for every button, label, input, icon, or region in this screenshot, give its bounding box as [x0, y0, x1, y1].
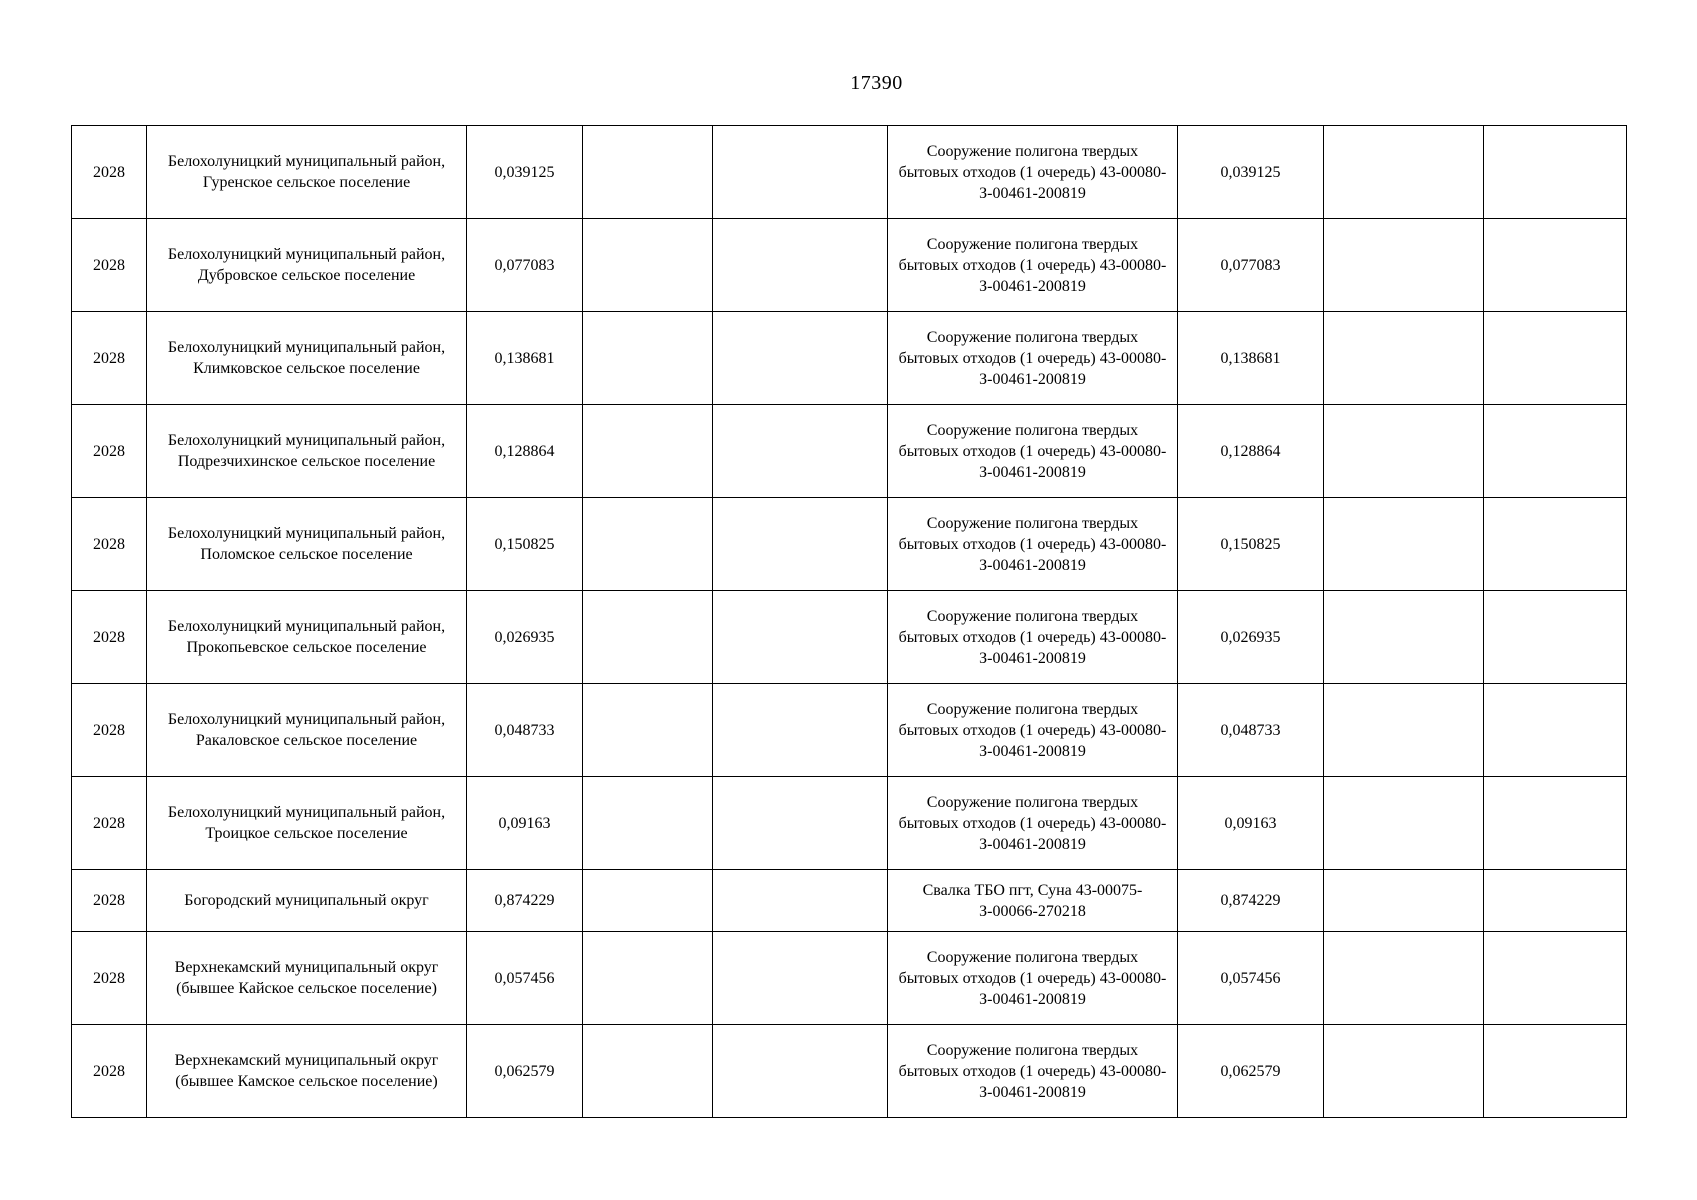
year-cell: 2028	[72, 126, 147, 219]
table-body	[72, 126, 1627, 1118]
empty-cell	[583, 777, 713, 870]
object-amount-cell: 0,062579	[1178, 1025, 1324, 1118]
empty-cell	[1324, 312, 1484, 405]
year-cell: 2028	[72, 219, 147, 312]
amount-cell: 0,077083	[467, 219, 583, 312]
empty-cell	[713, 591, 888, 684]
municipality-cell: Верхнекамский муниципальный округ (бывшее Камское сельское поселение)	[147, 1025, 467, 1118]
table-row	[72, 1025, 1627, 1118]
table-row	[72, 219, 1627, 312]
object-cell: Сооружение полигона твердых бытовых отходов (1 очередь) 43-00080-З-00461-200819	[888, 777, 1178, 870]
empty-cell	[583, 498, 713, 591]
empty-cell	[713, 932, 888, 1025]
empty-cell	[583, 1025, 713, 1118]
empty-cell	[583, 126, 713, 219]
municipality-cell: Белохолуницкий муниципальный район, Подрезчихинское сельское поселение	[147, 405, 467, 498]
empty-cell	[1484, 126, 1627, 219]
amount-cell: 0,026935	[467, 591, 583, 684]
object-amount-cell: 0,128864	[1178, 405, 1324, 498]
amount-cell: 0,874229	[467, 870, 583, 932]
empty-cell	[1324, 126, 1484, 219]
table-row	[72, 498, 1627, 591]
empty-cell	[713, 870, 888, 932]
object-cell: Сооружение полигона твердых бытовых отходов (1 очередь) 43-00080-З-00461-200819	[888, 1025, 1178, 1118]
object-cell: Сооружение полигона твердых бытовых отходов (1 очередь) 43-00080-З-00461-200819	[888, 591, 1178, 684]
object-cell: Сооружение полигона твердых бытовых отходов (1 очередь) 43-00080-З-00461-200819	[888, 684, 1178, 777]
empty-cell	[713, 312, 888, 405]
object-cell: Сооружение полигона твердых бытовых отходов (1 очередь) 43-00080-З-00461-200819	[888, 405, 1178, 498]
table-row	[72, 591, 1627, 684]
table-row	[72, 870, 1627, 932]
empty-cell	[1324, 1025, 1484, 1118]
empty-cell	[583, 684, 713, 777]
municipality-cell: Белохолуницкий муниципальный район, Гуренское сельское поселение	[147, 126, 467, 219]
municipality-cell: Верхнекамский муниципальный округ (бывшее Кайское сельское поселение)	[147, 932, 467, 1025]
amount-cell: 0,128864	[467, 405, 583, 498]
table-row	[72, 126, 1627, 219]
object-cell: Сооружение полигона твердых бытовых отходов (1 очередь) 43-00080-З-00461-200819	[888, 498, 1178, 591]
empty-cell	[713, 1025, 888, 1118]
object-amount-cell: 0,874229	[1178, 870, 1324, 932]
object-amount-cell: 0,048733	[1178, 684, 1324, 777]
empty-cell	[1324, 870, 1484, 932]
empty-cell	[1324, 219, 1484, 312]
municipality-cell: Богородский муниципальный округ	[147, 870, 467, 932]
table-row	[72, 405, 1627, 498]
object-cell: Сооружение полигона твердых бытовых отходов (1 очередь) 43-00080-З-00461-200819	[888, 932, 1178, 1025]
empty-cell	[583, 219, 713, 312]
year-cell: 2028	[72, 498, 147, 591]
amount-cell: 0,150825	[467, 498, 583, 591]
object-amount-cell: 0,077083	[1178, 219, 1324, 312]
empty-cell	[713, 405, 888, 498]
object-amount-cell: 0,150825	[1178, 498, 1324, 591]
empty-cell	[1324, 498, 1484, 591]
empty-cell	[1324, 684, 1484, 777]
object-amount-cell: 0,026935	[1178, 591, 1324, 684]
empty-cell	[1484, 312, 1627, 405]
table-row	[72, 684, 1627, 777]
empty-cell	[713, 126, 888, 219]
year-cell: 2028	[72, 591, 147, 684]
table-row	[72, 312, 1627, 405]
empty-cell	[1484, 777, 1627, 870]
municipality-cell: Белохолуницкий муниципальный район, Климковское сельское поселение	[147, 312, 467, 405]
empty-cell	[1484, 684, 1627, 777]
year-cell: 2028	[72, 312, 147, 405]
municipality-cell: Белохолуницкий муниципальный район, Поломское сельское поселение	[147, 498, 467, 591]
municipality-cell: Белохолуницкий муниципальный район, Ракаловское сельское поселение	[147, 684, 467, 777]
object-cell: Свалка ТБО пгт, Суна 43-00075-З-00066-270218	[888, 870, 1178, 932]
empty-cell	[583, 405, 713, 498]
object-amount-cell: 0,039125	[1178, 126, 1324, 219]
year-cell: 2028	[72, 1025, 147, 1118]
object-cell: Сооружение полигона твердых бытовых отходов (1 очередь) 43-00080-З-00461-200819	[888, 219, 1178, 312]
empty-cell	[583, 870, 713, 932]
empty-cell	[713, 777, 888, 870]
year-cell: 2028	[72, 932, 147, 1025]
empty-cell	[1484, 405, 1627, 498]
amount-cell: 0,138681	[467, 312, 583, 405]
object-cell: Сооружение полигона твердых бытовых отходов (1 очередь) 43-00080-З-00461-200819	[888, 312, 1178, 405]
municipality-cell: Белохолуницкий муниципальный район, Прокопьевское сельское поселение	[147, 591, 467, 684]
empty-cell	[1324, 405, 1484, 498]
amount-cell: 0,048733	[467, 684, 583, 777]
empty-cell	[1484, 219, 1627, 312]
year-cell: 2028	[72, 870, 147, 932]
empty-cell	[1324, 591, 1484, 684]
amount-cell: 0,09163	[467, 777, 583, 870]
empty-cell	[1324, 932, 1484, 1025]
empty-cell	[713, 498, 888, 591]
object-cell: Сооружение полигона твердых бытовых отходов (1 очередь) 43-00080-З-00461-200819	[888, 126, 1178, 219]
object-amount-cell: 0,057456	[1178, 932, 1324, 1025]
empty-cell	[583, 591, 713, 684]
data-table	[71, 125, 1627, 1118]
table-row	[72, 777, 1627, 870]
empty-cell	[583, 312, 713, 405]
empty-cell	[1324, 777, 1484, 870]
empty-cell	[1484, 498, 1627, 591]
table-row	[72, 932, 1627, 1025]
empty-cell	[1484, 1025, 1627, 1118]
municipality-cell: Белохолуницкий муниципальный район, Троицкое сельское поселение	[147, 777, 467, 870]
amount-cell: 0,057456	[467, 932, 583, 1025]
amount-cell: 0,039125	[467, 126, 583, 219]
empty-cell	[713, 219, 888, 312]
object-amount-cell: 0,138681	[1178, 312, 1324, 405]
municipality-cell: Белохолуницкий муниципальный район, Дубровское сельское поселение	[147, 219, 467, 312]
empty-cell	[1484, 870, 1627, 932]
empty-cell	[1484, 932, 1627, 1025]
year-cell: 2028	[72, 405, 147, 498]
year-cell: 2028	[72, 777, 147, 870]
amount-cell: 0,062579	[467, 1025, 583, 1118]
empty-cell	[713, 684, 888, 777]
page-number: 17390	[850, 72, 903, 94]
year-cell: 2028	[72, 684, 147, 777]
object-amount-cell: 0,09163	[1178, 777, 1324, 870]
empty-cell	[1484, 591, 1627, 684]
empty-cell	[583, 932, 713, 1025]
